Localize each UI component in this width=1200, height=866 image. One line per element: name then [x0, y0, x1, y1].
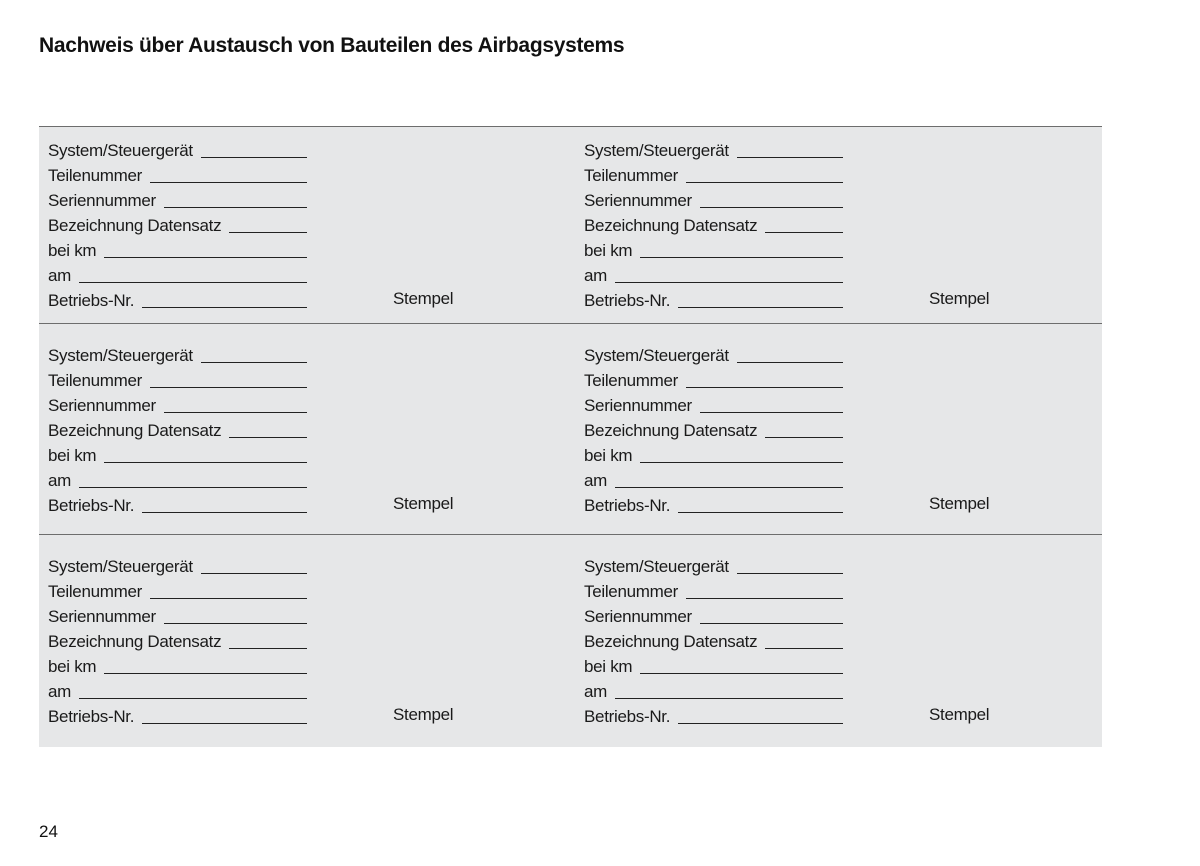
- dataset-designation-field[interactable]: [48, 212, 307, 236]
- dataset-designation-field[interactable]: [584, 628, 843, 652]
- blank-line: [201, 572, 307, 574]
- stamp-label: Stempel: [393, 705, 454, 724]
- blank-line: [142, 511, 307, 513]
- mileage-field[interactable]: [584, 442, 843, 466]
- field-label: Bezeichnung Datensatz: [584, 216, 758, 235]
- field-label: System/Steuergerät: [584, 557, 729, 576]
- blank-line: [737, 572, 843, 574]
- field-label: bei km: [584, 446, 633, 465]
- field-label: am: [48, 682, 72, 701]
- blank-line: [142, 306, 307, 308]
- field-label: System/Steuergerät: [48, 557, 193, 576]
- stamp-label: Stempel: [393, 494, 454, 513]
- part-number-field[interactable]: [48, 367, 307, 391]
- blank-line: [164, 622, 307, 624]
- date-field[interactable]: [48, 678, 307, 702]
- field-label: am: [584, 471, 608, 490]
- serial-number-field[interactable]: [584, 603, 843, 627]
- field-label: Bezeichnung Datensatz: [48, 216, 222, 235]
- dataset-designation-field[interactable]: [48, 417, 307, 441]
- blank-line: [229, 647, 307, 649]
- date-field[interactable]: [48, 262, 307, 286]
- blank-line: [164, 411, 307, 413]
- field-label: Teilenummer: [48, 582, 143, 601]
- serial-number-field[interactable]: [48, 187, 307, 211]
- field-label: Seriennummer: [584, 396, 692, 415]
- system-controller-field[interactable]: [48, 137, 307, 161]
- part-number-field[interactable]: [48, 162, 307, 186]
- workshop-number-field[interactable]: [584, 287, 843, 311]
- workshop-number-field[interactable]: [48, 703, 307, 727]
- workshop-number-field[interactable]: [48, 492, 307, 516]
- part-number-field[interactable]: [48, 578, 307, 602]
- blank-line: [700, 622, 843, 624]
- field-label: bei km: [48, 657, 97, 676]
- blank-line: [164, 206, 307, 208]
- field-label: Betriebs-Nr.: [584, 496, 671, 515]
- blank-line: [104, 461, 307, 463]
- date-field[interactable]: [584, 678, 843, 702]
- stamp-label: Stempel: [393, 289, 454, 308]
- dataset-designation-field[interactable]: [584, 212, 843, 236]
- field-label: System/Steuergerät: [48, 141, 193, 160]
- blank-line: [79, 281, 307, 283]
- field-label: bei km: [584, 241, 633, 260]
- mileage-field[interactable]: [584, 237, 843, 261]
- form-entry-block: [584, 137, 1104, 317]
- field-label: Bezeichnung Datensatz: [48, 632, 222, 651]
- serial-number-field[interactable]: [48, 392, 307, 416]
- blank-line: [700, 206, 843, 208]
- field-label: am: [48, 471, 72, 490]
- field-label: am: [584, 682, 608, 701]
- form-row: [39, 534, 1102, 747]
- blank-line: [640, 461, 843, 463]
- field-label: Teilenummer: [584, 166, 679, 185]
- part-number-field[interactable]: [584, 162, 843, 186]
- field-label: am: [584, 266, 608, 285]
- blank-line: [678, 511, 843, 513]
- system-controller-field[interactable]: [584, 137, 843, 161]
- serial-number-field[interactable]: [584, 187, 843, 211]
- blank-line: [104, 672, 307, 674]
- serial-number-field[interactable]: [584, 392, 843, 416]
- field-label: Bezeichnung Datensatz: [584, 632, 758, 651]
- blank-line: [142, 722, 307, 724]
- field-label: Bezeichnung Datensatz: [48, 421, 222, 440]
- blank-line: [686, 181, 843, 183]
- system-controller-field[interactable]: [48, 553, 307, 577]
- stamp-label: Stempel: [929, 705, 990, 724]
- blank-line: [229, 436, 307, 438]
- field-label: Betriebs-Nr.: [48, 707, 135, 726]
- blank-line: [150, 386, 307, 388]
- field-label: Teilenummer: [584, 582, 679, 601]
- workshop-number-field[interactable]: [584, 492, 843, 516]
- field-label: System/Steuergerät: [584, 346, 729, 365]
- blank-line: [150, 181, 307, 183]
- date-field[interactable]: [48, 467, 307, 491]
- blank-line: [201, 361, 307, 363]
- workshop-number-field[interactable]: [584, 703, 843, 727]
- field-label: Betriebs-Nr.: [48, 291, 135, 310]
- blank-line: [765, 647, 843, 649]
- blank-line: [615, 697, 843, 699]
- blank-line: [201, 156, 307, 158]
- field-label: am: [48, 266, 72, 285]
- serial-number-field[interactable]: [48, 603, 307, 627]
- field-label: System/Steuergerät: [48, 346, 193, 365]
- page-number: 24: [39, 822, 58, 841]
- blank-line: [229, 231, 307, 233]
- form-entry-block: [584, 334, 1104, 514]
- dataset-designation-field[interactable]: [48, 628, 307, 652]
- field-label: Betriebs-Nr.: [584, 291, 671, 310]
- system-controller-field[interactable]: [48, 342, 307, 366]
- field-label: bei km: [48, 446, 97, 465]
- blank-line: [678, 722, 843, 724]
- field-label: Seriennummer: [584, 607, 692, 626]
- field-label: Teilenummer: [584, 371, 679, 390]
- field-label: Seriennummer: [48, 396, 156, 415]
- blank-line: [640, 672, 843, 674]
- blank-line: [678, 306, 843, 308]
- blank-line: [615, 486, 843, 488]
- date-field[interactable]: [584, 262, 843, 286]
- system-controller-field[interactable]: [584, 342, 843, 366]
- field-label: Betriebs-Nr.: [584, 707, 671, 726]
- field-label: System/Steuergerät: [584, 141, 729, 160]
- form-row: [39, 126, 1102, 324]
- mileage-field[interactable]: [584, 653, 843, 677]
- field-label: Seriennummer: [48, 191, 156, 210]
- blank-line: [737, 156, 843, 158]
- form-entry-block: [48, 545, 568, 725]
- date-field[interactable]: [584, 467, 843, 491]
- blank-line: [686, 386, 843, 388]
- part-number-field[interactable]: [584, 578, 843, 602]
- field-label: bei km: [584, 657, 633, 676]
- blank-line: [686, 597, 843, 599]
- form-entry-block: [48, 334, 568, 514]
- form-entry-block: [584, 545, 1104, 725]
- field-label: Seriennummer: [584, 191, 692, 210]
- blank-line: [79, 486, 307, 488]
- field-label: Bezeichnung Datensatz: [584, 421, 758, 440]
- form-row: [39, 323, 1102, 534]
- field-label: Seriennummer: [48, 607, 156, 626]
- page-title: Nachweis über Austausch von Bauteilen des Airbagsystems: [39, 34, 625, 57]
- system-controller-field[interactable]: [584, 553, 843, 577]
- mileage-field[interactable]: [48, 653, 307, 677]
- field-label: bei km: [48, 241, 97, 260]
- stamp-label: Stempel: [929, 494, 990, 513]
- airbag-replacement-form: [39, 126, 1102, 747]
- blank-line: [700, 411, 843, 413]
- blank-line: [765, 436, 843, 438]
- mileage-field[interactable]: [48, 442, 307, 466]
- part-number-field[interactable]: [584, 367, 843, 391]
- dataset-designation-field[interactable]: [584, 417, 843, 441]
- field-label: Betriebs-Nr.: [48, 496, 135, 515]
- workshop-number-field[interactable]: [48, 287, 307, 311]
- field-label: Teilenummer: [48, 371, 143, 390]
- blank-line: [150, 597, 307, 599]
- blank-line: [104, 256, 307, 258]
- blank-line: [640, 256, 843, 258]
- mileage-field[interactable]: [48, 237, 307, 261]
- blank-line: [615, 281, 843, 283]
- field-label: Teilenummer: [48, 166, 143, 185]
- stamp-label: Stempel: [929, 289, 990, 308]
- blank-line: [79, 697, 307, 699]
- blank-line: [737, 361, 843, 363]
- blank-line: [765, 231, 843, 233]
- form-entry-block: [48, 137, 568, 317]
